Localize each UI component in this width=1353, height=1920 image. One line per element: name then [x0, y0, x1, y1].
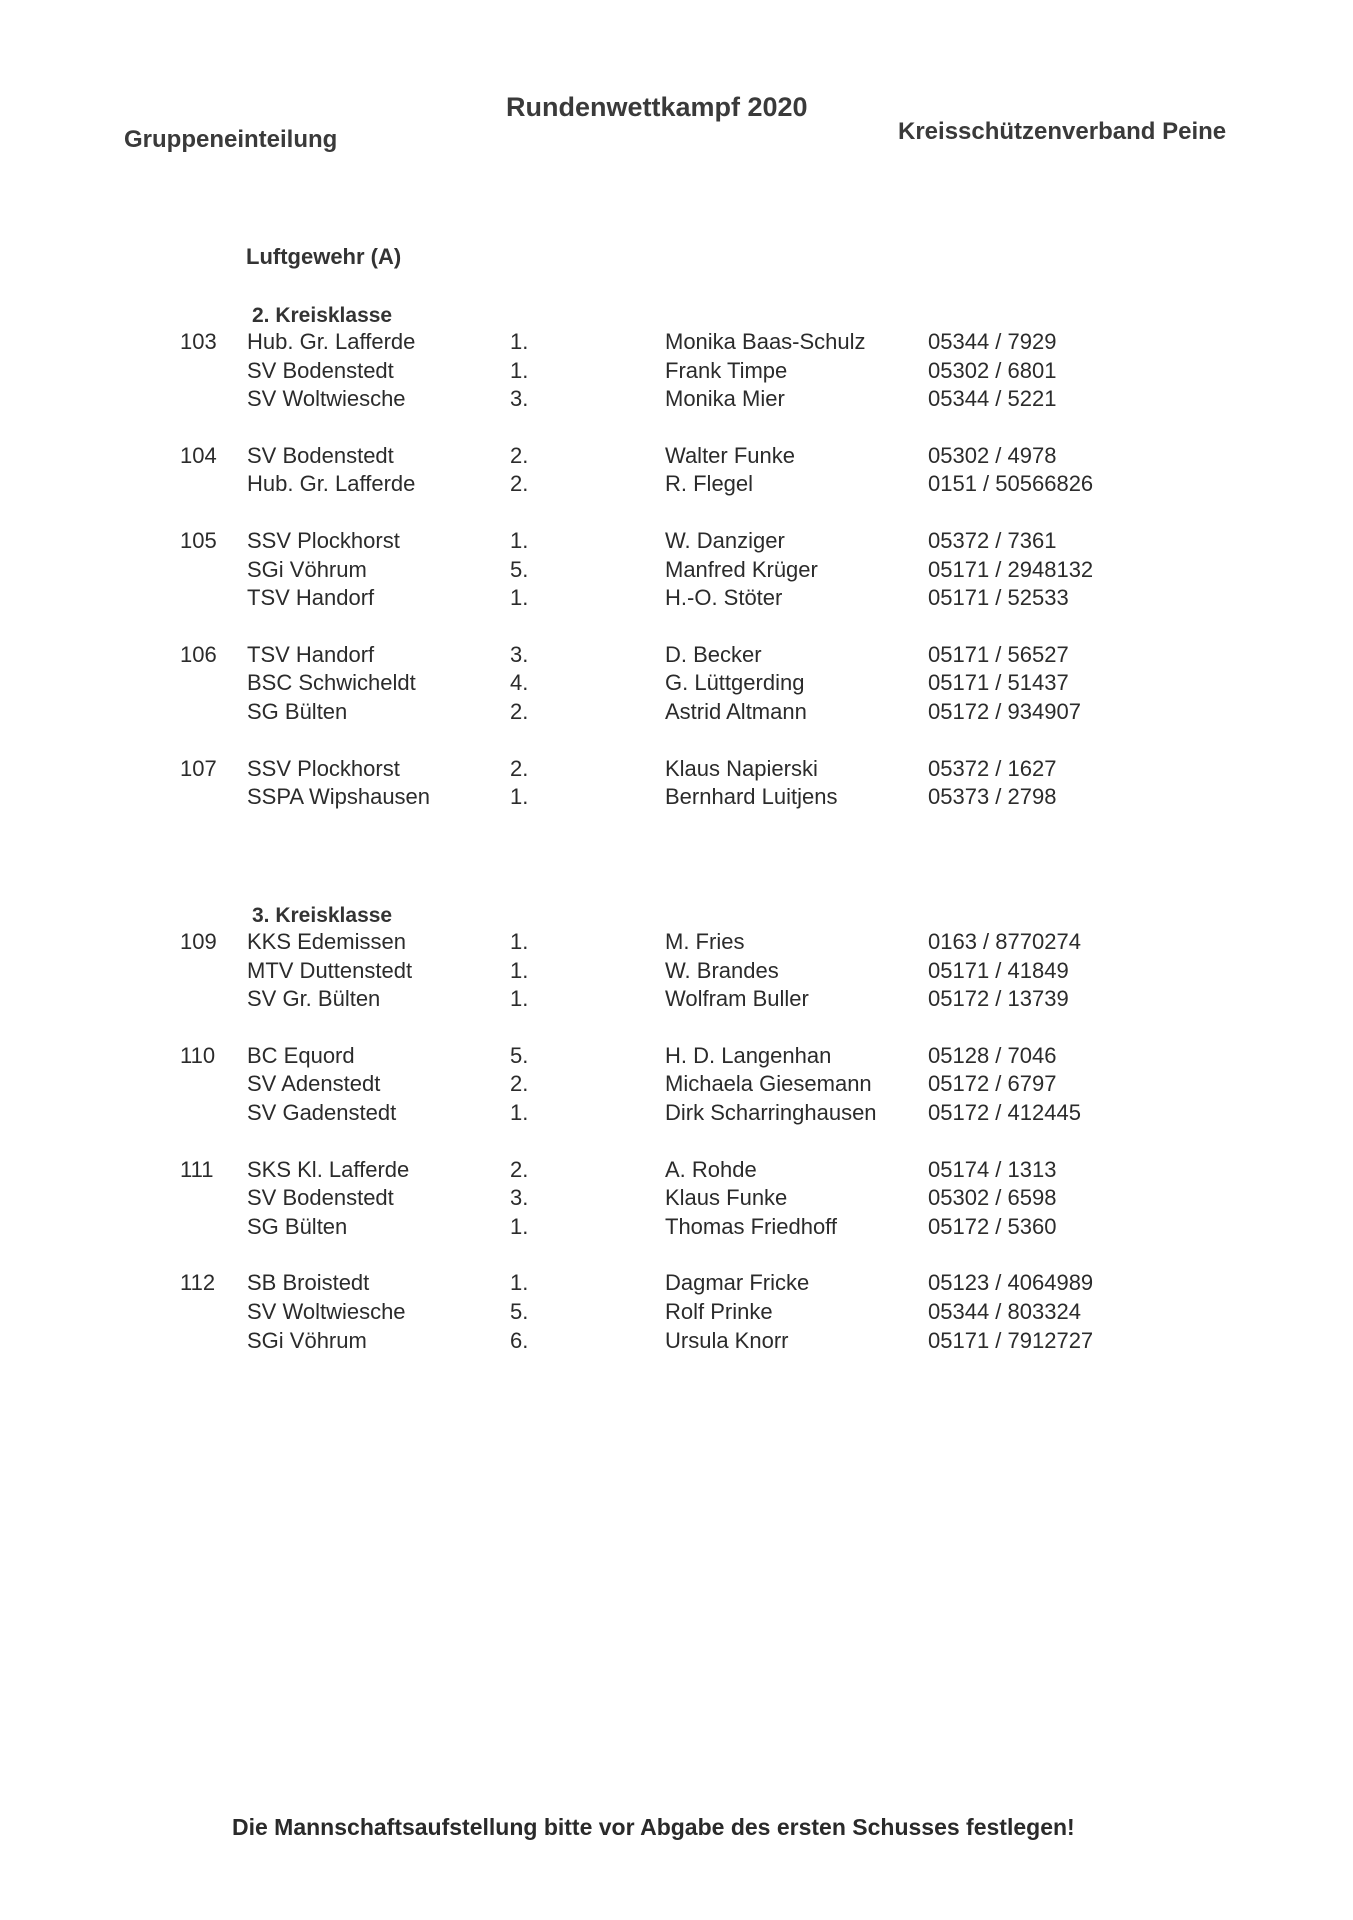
group-row	[0, 357, 1353, 385]
team-number: 2.	[510, 755, 529, 781]
club-name: SV Bodenstedt	[247, 1185, 394, 1211]
club-name: SV Bodenstedt	[247, 442, 394, 468]
group-row	[0, 641, 1353, 669]
contact-name: Manfred Krüger	[665, 556, 818, 582]
contact-phone: 05344 / 5221	[928, 386, 1057, 412]
contact-phone: 05171 / 2948132	[928, 556, 1094, 582]
team-number: 1.	[510, 1099, 529, 1125]
contact-phone: 0163 / 8770274	[928, 929, 1081, 954]
group-row	[0, 1042, 1353, 1070]
team-number: 2.	[510, 698, 529, 724]
team-number: 5.	[510, 1042, 529, 1068]
group-number: 109	[180, 929, 217, 954]
contact-phone: 05302 / 6801	[928, 357, 1057, 383]
team-number: 2.	[510, 1071, 529, 1097]
group-row	[0, 1070, 1353, 1098]
group-number: 104	[180, 442, 217, 468]
team-number: 1.	[510, 585, 529, 611]
team-number: 5.	[510, 556, 529, 582]
team-number: 3.	[510, 1185, 529, 1211]
group-row	[0, 957, 1353, 985]
contact-name: A. Rohde	[665, 1156, 757, 1182]
group-row	[0, 470, 1353, 498]
club-name: SGi Vöhrum	[247, 1327, 367, 1353]
team-number: 3.	[510, 641, 529, 667]
discipline-heading: Luftgewehr (A)	[246, 244, 402, 269]
club-name: TSV Handorf	[247, 641, 375, 667]
contact-phone: 05174 / 1313	[928, 1156, 1057, 1182]
group-row	[0, 928, 1353, 956]
team-number: 4.	[510, 670, 529, 696]
group-row	[0, 556, 1353, 584]
contact-phone: 0151 / 50566826	[928, 471, 1094, 497]
contact-phone: 05171 / 51437	[928, 670, 1069, 696]
organization-name: Kreisschützenverband Peine	[898, 118, 1227, 145]
group-row	[0, 669, 1353, 697]
footer-note: Die Mannschaftsaufstellung bitte vor Abgabe des ersten Schusses festlegen!	[232, 1814, 1075, 1840]
club-name: SSV Plockhorst	[247, 755, 400, 781]
contact-phone: 05172 / 6797	[928, 1071, 1057, 1097]
team-number: 2.	[510, 1156, 529, 1182]
contact-phone: 05172 / 13739	[928, 986, 1069, 1012]
team-number: 1.	[510, 929, 529, 954]
contact-phone: 05171 / 41849	[928, 957, 1069, 983]
club-name: SV Woltwiesche	[247, 1298, 406, 1324]
page-subtitle-left: Gruppeneinteilung	[124, 126, 338, 153]
club-name: SV Adenstedt	[247, 1071, 381, 1097]
team-number: 1.	[510, 1213, 529, 1239]
club-name: BSC Schwicheldt	[247, 670, 416, 696]
group-number: 105	[180, 528, 217, 553]
club-name: MTV Duttenstedt	[247, 957, 413, 983]
group-row	[0, 1184, 1353, 1212]
group-row	[0, 584, 1353, 612]
contact-phone: 05344 / 803324	[928, 1298, 1081, 1324]
contact-name: Klaus Napierski	[665, 755, 818, 781]
team-number: 5.	[510, 1298, 529, 1324]
group-row	[0, 1156, 1353, 1184]
team-number: 1.	[510, 329, 529, 354]
club-name: Hub. Gr. Lafferde	[247, 471, 416, 497]
club-name: SKS Kl. Lafferde	[247, 1156, 410, 1182]
contact-phone: 05128 / 7046	[928, 1042, 1057, 1068]
club-name: SV Woltwiesche	[247, 386, 406, 412]
contact-phone: 05372 / 1627	[928, 755, 1057, 781]
contact-name: Bernhard Luitjens	[665, 784, 838, 810]
contact-phone: 05172 / 412445	[928, 1099, 1081, 1125]
contact-name: M. Fries	[665, 929, 745, 954]
contact-name: D. Becker	[665, 641, 762, 667]
group-row	[0, 1099, 1353, 1127]
group-row	[0, 783, 1353, 811]
group-number: 107	[180, 755, 217, 781]
team-number: 3.	[510, 386, 529, 412]
contact-name: G. Lüttgerding	[665, 670, 805, 696]
contact-name: Dirk Scharringhausen	[665, 1099, 877, 1125]
contact-phone: 05171 / 56527	[928, 641, 1069, 667]
club-name: SSPA Wipshausen	[247, 784, 431, 810]
group-row	[0, 442, 1353, 470]
contact-name: Monika Baas-Schulz	[665, 329, 866, 354]
group-number: 110	[180, 1042, 216, 1068]
contact-name: H.-O. Stöter	[665, 585, 783, 611]
contact-phone: 05302 / 6598	[928, 1185, 1057, 1211]
team-number: 6.	[510, 1327, 529, 1353]
contact-phone: 05172 / 934907	[928, 698, 1081, 724]
contact-phone: 05373 / 2798	[928, 784, 1057, 810]
group-number: 112	[180, 1270, 216, 1296]
section-title: 3. Kreisklasse	[252, 904, 393, 927]
club-name: SV Bodenstedt	[247, 357, 394, 383]
team-number: 1.	[510, 1270, 529, 1296]
section-title: 2. Kreisklasse	[252, 304, 393, 327]
group-row	[0, 1213, 1353, 1241]
contact-phone: 05344 / 7929	[928, 329, 1057, 354]
club-name: BC Equord	[247, 1042, 355, 1068]
contact-phone: 05171 / 52533	[928, 585, 1069, 611]
contact-name: Walter Funke	[665, 442, 796, 468]
club-name: SGi Vöhrum	[247, 556, 367, 582]
contact-name: Rolf Prinke	[665, 1298, 773, 1324]
team-number: 2.	[510, 442, 529, 468]
group-number: 111	[180, 1156, 214, 1182]
club-name: KKS Edemissen	[247, 929, 406, 954]
contact-name: Thomas Friedhoff	[665, 1213, 838, 1239]
contact-name: Frank Timpe	[665, 357, 788, 383]
team-number: 2.	[510, 471, 529, 497]
contact-name: R. Flegel	[665, 471, 754, 497]
group-row	[0, 985, 1353, 1013]
group-row	[0, 1269, 1353, 1297]
contact-phone: 05372 / 7361	[928, 528, 1057, 553]
team-number: 1.	[510, 957, 529, 983]
club-name: SSV Plockhorst	[247, 528, 400, 553]
contact-name: Klaus Funke	[665, 1185, 788, 1211]
contact-phone: 05172 / 5360	[928, 1213, 1057, 1239]
club-name: SV Gadenstedt	[247, 1099, 397, 1125]
club-name: SB Broistedt	[247, 1270, 370, 1296]
club-name: SG Bülten	[247, 1213, 348, 1239]
group-row	[0, 527, 1353, 555]
group-number: 106	[180, 641, 217, 667]
group-row	[0, 328, 1353, 356]
contact-phone: 05123 / 4064989	[928, 1270, 1094, 1296]
club-name: SV Gr. Bülten	[247, 986, 381, 1012]
club-name: SG Bülten	[247, 698, 348, 724]
contact-phone: 05171 / 7912727	[928, 1327, 1094, 1353]
contact-phone: 05302 / 4978	[928, 442, 1057, 468]
contact-name: Astrid Altmann	[665, 698, 807, 724]
team-number: 1.	[510, 784, 529, 810]
group-row	[0, 698, 1353, 726]
contact-name: H. D. Langenhan	[665, 1042, 832, 1068]
contact-name: Monika Mier	[665, 386, 785, 412]
club-name: TSV Handorf	[247, 585, 375, 611]
group-number: 103	[180, 329, 217, 354]
group-row	[0, 1298, 1353, 1326]
group-row	[0, 1327, 1353, 1355]
club-name: Hub. Gr. Lafferde	[247, 329, 416, 354]
contact-name: W. Danziger	[665, 528, 785, 553]
contact-name: Dagmar Fricke	[665, 1270, 810, 1296]
group-row	[0, 385, 1353, 413]
contact-name: Wolfram Buller	[665, 986, 809, 1012]
team-number: 1.	[510, 986, 529, 1012]
page-title: Rundenwettkampf 2020	[506, 92, 808, 122]
contact-name: W. Brandes	[665, 957, 779, 983]
team-number: 1.	[510, 357, 529, 383]
group-row	[0, 755, 1353, 783]
team-number: 1.	[510, 528, 529, 553]
contact-name: Ursula Knorr	[665, 1327, 789, 1353]
contact-name: Michaela Giesemann	[665, 1071, 872, 1097]
